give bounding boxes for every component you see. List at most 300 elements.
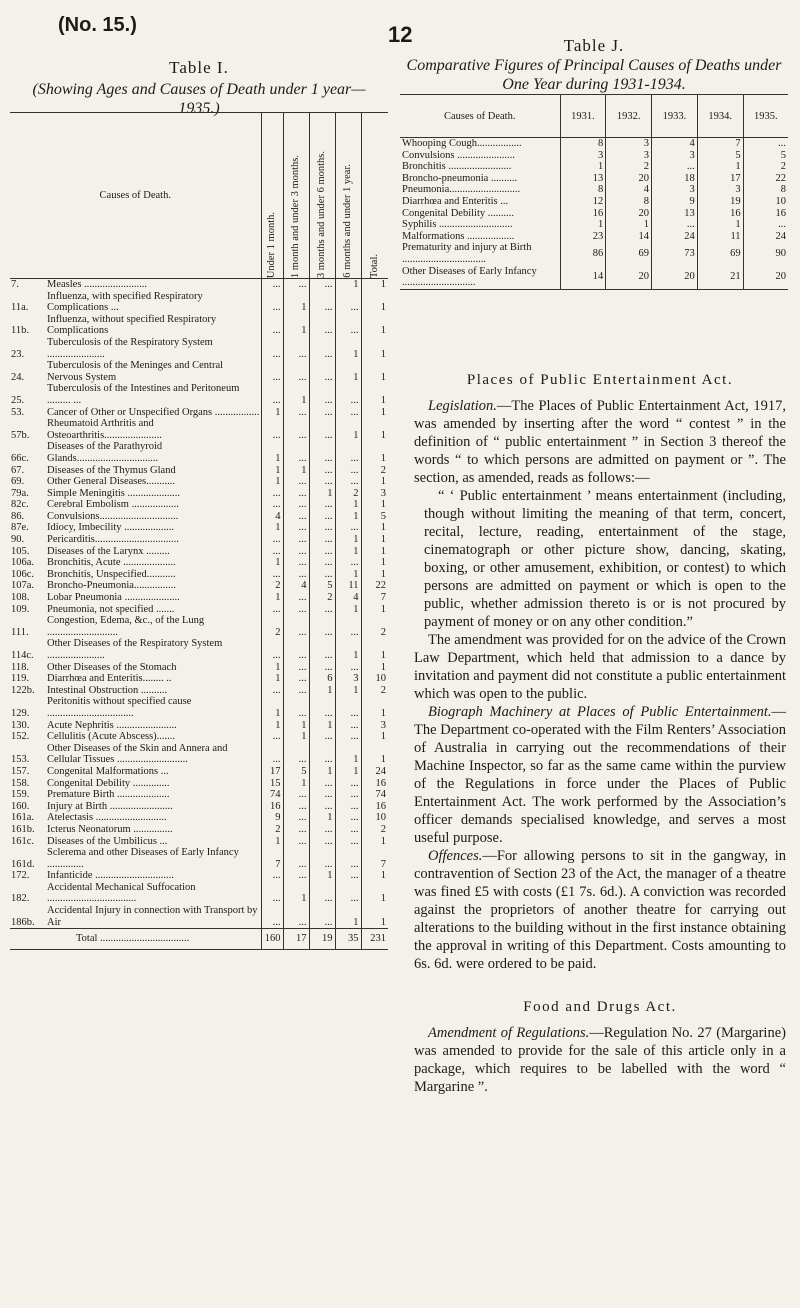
row-value: 8 (606, 196, 652, 208)
table-row (10, 673, 388, 685)
row-code: 86. (11, 510, 25, 522)
table-row (10, 847, 388, 870)
row-cause: Measles ........................ (47, 279, 148, 290)
table-row (10, 511, 388, 523)
row-value: ... (283, 615, 309, 638)
row-value: ... (309, 314, 335, 337)
row-code: 25. (11, 394, 25, 406)
row-value: 1 (309, 766, 335, 778)
paragraph-quote: “ ‘ Public entertainment ’ means entertainment (including, though without limiting the meaning of that term, concert, recital, lecture, reading, entertainment of the stage, cinematograph or other picture show, dancing, skating, boxing, or other amusement, exhibition, or contest) to which persons are admitted on payment or which is open to the public, whether admission thereto is or is not procured by payment of money or on any other condition.” (424, 488, 786, 630)
row-cause: Diseases of the Umbilicus ... (47, 835, 168, 847)
row-value: ... (261, 360, 283, 383)
table-row (10, 604, 388, 616)
row-value: ... (283, 441, 309, 464)
row-value: 1 (361, 407, 388, 419)
row-value: ... (309, 534, 335, 546)
row-cause: Peritonitis without specified cause ................................. (47, 696, 192, 719)
row-value: ... (309, 662, 335, 674)
row-code: 109. (11, 603, 30, 615)
row-value: 4 (335, 592, 361, 604)
row-cause: Diseases of the Larynx ......... (47, 545, 170, 557)
row-value: 1 (309, 812, 335, 824)
row-value: ... (309, 882, 335, 905)
row-value: 1 (361, 882, 388, 905)
row-value: 1 (309, 870, 335, 882)
row-value: 20 (606, 173, 652, 185)
row-value: 2 (261, 580, 283, 592)
row-value: 1 (261, 407, 283, 419)
row-cause: Tuberculosis of the Intestines and Peritoneum ......... ... (47, 383, 240, 406)
table-row (10, 720, 388, 732)
row-value: 1 (261, 662, 283, 674)
table-row (10, 662, 388, 674)
row-value: ... (261, 685, 283, 697)
row-value: 1 (361, 441, 388, 464)
row-cause: Bronchitis ........................ (402, 161, 512, 173)
row-value: 1 (261, 465, 283, 477)
row-code: 107a. (11, 580, 35, 592)
row-cause: Pneumonia........................... (402, 184, 521, 196)
table-row (10, 383, 388, 406)
row-code: 122b. (11, 684, 35, 696)
col-header-3-6-months: 3 months and under 6 months. (309, 113, 335, 279)
row-code: 158. (11, 777, 30, 789)
table-row (10, 905, 388, 929)
row-value: 24 (743, 231, 788, 243)
row-value: 14 (606, 231, 652, 243)
row-value: 7 (361, 592, 388, 604)
row-value: 14 (560, 266, 606, 290)
row-value: 69 (606, 242, 652, 265)
row-value: 1 (361, 836, 388, 848)
row-value: 1 (361, 569, 388, 581)
row-value: 1 (697, 161, 743, 173)
row-value: ... (309, 522, 335, 534)
table-row (10, 314, 388, 337)
row-value: 4 (283, 580, 309, 592)
row-value: 1 (361, 279, 388, 291)
table-row (400, 161, 788, 173)
row-cause: Influenza, with specified Respiratory Complications ... (47, 290, 203, 314)
row-cause: Cerebral Embolism .................. (47, 499, 179, 511)
row-value: 86 (560, 242, 606, 265)
table-row (10, 488, 388, 500)
row-value: 3 (652, 150, 698, 162)
table-row (10, 778, 388, 790)
row-value: 3 (560, 150, 606, 162)
row-value: 2 (361, 685, 388, 697)
row-cause: Broncho-pneumonia .......... (402, 172, 518, 184)
row-value: ... (309, 731, 335, 743)
table-row (10, 696, 388, 719)
row-value: ... (335, 314, 361, 337)
row-value: 2 (606, 161, 652, 173)
row-value: ... (309, 801, 335, 813)
paragraph: Offences.—For allowing persons to sit in the gangway, in contravention of Section 23 of the Act, the manager of a theatre was fined £5 with costs (£1 7s. 6d.). A conviction was recorded against the proprietors of another theatre for carrying out alterations to the building without in the first instance obtaining the approval in writing of this Department. Costs amounting to 6s. 6d. were ordered to be paid. (414, 848, 786, 972)
row-value: 3 (361, 720, 388, 732)
row-value: ... (309, 789, 335, 801)
row-value: ... (283, 534, 309, 546)
row-cause: Bronchitis, Unspecified........... (47, 568, 176, 580)
row-value: 1 (283, 720, 309, 732)
table-row (10, 407, 388, 419)
row-value: 2 (743, 161, 788, 173)
col-header-cause: Causes of Death. (10, 113, 261, 279)
row-code: 172. (11, 870, 30, 882)
row-cause: Influenza, without specified Respiratory Complications (47, 313, 217, 337)
row-value: ... (335, 407, 361, 419)
row-value: ... (652, 161, 698, 173)
row-code: 67. (11, 464, 25, 476)
row-value: 16 (743, 208, 788, 220)
row-value: 1 (361, 522, 388, 534)
row-value: ... (309, 418, 335, 441)
row-value: 3 (606, 138, 652, 150)
row-value: ... (309, 615, 335, 638)
row-code: 182. (11, 893, 30, 905)
table-row (10, 824, 388, 836)
row-value: 23 (560, 231, 606, 243)
row-value: 10 (361, 812, 388, 824)
row-value: 21 (697, 266, 743, 290)
section-heading-food-drugs: Food and Drugs Act. (523, 999, 677, 1015)
row-value: 1 (261, 441, 283, 464)
row-value: 1 (361, 534, 388, 546)
table-row (10, 534, 388, 546)
row-value: 15 (261, 778, 283, 790)
row-value: ... (335, 778, 361, 790)
row-value: 74 (261, 789, 283, 801)
row-cause: Whooping Cough................. (402, 138, 522, 149)
row-value: ... (335, 696, 361, 719)
row-value: ... (283, 557, 309, 569)
table-row (400, 231, 788, 243)
row-value: ... (309, 743, 335, 766)
row-value: 1 (261, 836, 283, 848)
row-cause: Other Diseases of Early Infancy ............................ (402, 265, 537, 289)
row-value: ... (309, 836, 335, 848)
row-value: ... (283, 418, 309, 441)
row-value: 90 (743, 242, 788, 265)
row-value: ... (261, 638, 283, 661)
row-cause: Congestion, Edema, &c., of the Lung ........................... (47, 615, 205, 638)
row-value: 5 (283, 766, 309, 778)
row-value: 1 (309, 720, 335, 732)
row-value: 11 (697, 231, 743, 243)
row-code: 90. (11, 534, 25, 546)
row-code: 106a. (11, 557, 35, 569)
row-value: 10 (361, 673, 388, 685)
row-cause: Icterus Neonatorum ............... (47, 823, 173, 835)
row-value: 2 (361, 465, 388, 477)
row-value: 24 (361, 766, 388, 778)
row-cause: Rheumatoid Arthritis and Osteoarthritis...................... (47, 418, 162, 441)
table-row (10, 476, 388, 488)
row-value: ... (309, 604, 335, 616)
row-value: 1 (335, 569, 361, 581)
row-value: ... (335, 789, 361, 801)
row-cause: Idiocy, Imbecility ................... (47, 522, 175, 534)
row-value: 9 (261, 812, 283, 824)
row-cause: Congenital Malformations ... (47, 765, 169, 777)
j-header-1934: 1934. (697, 95, 743, 138)
page-number: 12 (388, 22, 413, 47)
row-value: ... (309, 569, 335, 581)
table-row (10, 441, 388, 464)
row-code: 24. (11, 371, 25, 383)
table-row (10, 615, 388, 638)
table-row (10, 499, 388, 511)
row-code: 159. (11, 789, 30, 801)
row-value: 1 (361, 337, 388, 360)
total-value: 35 (335, 929, 361, 950)
row-code: 11b. (11, 325, 29, 337)
row-value: 16 (261, 801, 283, 813)
row-value: ... (283, 546, 309, 558)
row-value: 1 (283, 465, 309, 477)
total-value: 19 (309, 929, 335, 950)
row-value: 1 (361, 662, 388, 674)
row-value: ... (652, 219, 698, 231)
row-cause: Injury at Birth ........................ (47, 800, 173, 812)
row-value: 1 (335, 360, 361, 383)
table-i (10, 112, 388, 950)
paragraph: Legislation.—The Places of Public Entertainment Act, 1917, was amended by inserting after the word “ contest ” in the definition of “ public entertainment ” in Section 3 thereof the words “ to which persons are admitted on payment or ”. The section, as amended, reads as follows:— (414, 398, 786, 486)
row-code: 53. (11, 406, 25, 418)
row-value: 1 (335, 511, 361, 523)
row-value: 1 (335, 337, 361, 360)
row-value: ... (743, 219, 788, 231)
table-row (10, 870, 388, 882)
row-value: 18 (652, 173, 698, 185)
row-cause: Intestinal Obstruction .......... (47, 684, 168, 696)
row-value: 1 (261, 720, 283, 732)
row-value: ... (309, 465, 335, 477)
row-value: 7 (361, 847, 388, 870)
row-cause: Tuberculosis of the Respiratory System ...................... (47, 336, 213, 360)
row-value: 1 (361, 383, 388, 406)
row-value: 1 (335, 604, 361, 616)
row-value: 13 (560, 173, 606, 185)
row-cause: Other Diseases of the Stomach (47, 661, 177, 673)
row-cause: Pericarditis................................ (47, 534, 179, 546)
row-value: ... (261, 882, 283, 905)
row-value: 16 (361, 801, 388, 813)
row-value: 22 (361, 580, 388, 592)
section-heading-entertainment: Places of Public Entertainment Act. (466, 372, 734, 388)
row-value: 1 (283, 731, 309, 743)
row-value: ... (283, 824, 309, 836)
table-row (400, 219, 788, 231)
row-value: ... (335, 557, 361, 569)
table-row (10, 360, 388, 383)
row-value: ... (283, 696, 309, 719)
row-value: ... (335, 720, 361, 732)
row-value: 1 (560, 161, 606, 173)
row-value: ... (309, 360, 335, 383)
table-row (10, 522, 388, 534)
total-value: 17 (283, 929, 309, 950)
row-value: ... (309, 279, 335, 291)
row-code: 108. (11, 592, 30, 604)
row-value: ... (335, 882, 361, 905)
row-value: ... (309, 337, 335, 360)
row-value: ... (335, 731, 361, 743)
row-value: 2 (361, 824, 388, 836)
row-value: 1 (283, 882, 309, 905)
row-value: 1 (697, 219, 743, 231)
table-row (10, 766, 388, 778)
table-row (10, 557, 388, 569)
table-row (10, 801, 388, 813)
row-value: ... (283, 488, 309, 500)
j-header-1933: 1933. (652, 95, 698, 138)
table-i-caption: (Showing Ages and Causes of Death under 1 year—1935.) (32, 81, 366, 117)
row-value: ... (309, 546, 335, 558)
row-value: 2 (261, 615, 283, 638)
row-code: 87e. (11, 522, 29, 534)
row-value: ... (309, 383, 335, 406)
row-value: ... (261, 743, 283, 766)
total-value: 231 (361, 929, 388, 950)
row-value: ... (335, 870, 361, 882)
row-value: 1 (335, 499, 361, 511)
row-value: ... (309, 476, 335, 488)
row-value: 1 (283, 383, 309, 406)
row-value: ... (283, 476, 309, 488)
row-cause: Infanticide .............................. (47, 870, 174, 882)
row-value: 3 (335, 673, 361, 685)
row-value: ... (283, 279, 309, 291)
row-value: ... (309, 847, 335, 870)
row-value: ... (261, 383, 283, 406)
row-value: ... (335, 522, 361, 534)
row-value: ... (335, 465, 361, 477)
row-value: ... (335, 662, 361, 674)
row-value: ... (335, 441, 361, 464)
row-code: 119. (11, 673, 29, 685)
row-value: 1 (335, 685, 361, 697)
row-value: ... (309, 499, 335, 511)
table-j-title: Table J. (563, 36, 625, 55)
total-row (10, 929, 388, 950)
row-cause: Premature Birth .................... (47, 789, 170, 801)
row-value: 1 (361, 291, 388, 314)
row-value: 1 (335, 905, 361, 929)
row-value: 10 (743, 196, 788, 208)
row-value: 1 (335, 534, 361, 546)
row-value: 12 (560, 196, 606, 208)
row-value: ... (261, 488, 283, 500)
row-value: ... (283, 836, 309, 848)
row-value: 8 (560, 138, 606, 150)
row-value: 73 (652, 242, 698, 265)
row-cause: Syphilis ............................ (402, 219, 513, 231)
row-value: 2 (361, 615, 388, 638)
table-row (10, 337, 388, 360)
row-code: 7. (11, 279, 19, 290)
table-row (10, 882, 388, 905)
j-header-1932: 1932. (606, 95, 652, 138)
row-value: 1 (361, 638, 388, 661)
row-value: 16 (697, 208, 743, 220)
row-value: 3 (361, 488, 388, 500)
row-value: 1 (335, 418, 361, 441)
paragraph: Biograph Machinery at Places of Public Entertainment.—The Department co-operated with the Film Renters’ Association of Australia in carrying out the recommendations of their Machine Inspector, so far as the same came within the purview of the Regulations in force under the Places of Public Entertainment Act. The work performed by the Association’s officer demands specialised knowledge, and serves a most useful purpose. (414, 704, 786, 846)
row-code: 129. (11, 707, 30, 719)
table-j (400, 94, 788, 290)
row-value: 4 (652, 138, 698, 150)
row-code: 157. (11, 765, 30, 777)
row-value: 1 (261, 557, 283, 569)
col-header-6-12-months: 6 months and under 1 year. (335, 113, 361, 279)
row-value: ... (283, 673, 309, 685)
row-value: ... (283, 499, 309, 511)
row-value: ... (335, 476, 361, 488)
row-value: ... (335, 847, 361, 870)
row-code: 11a. (11, 302, 29, 314)
row-value: 1 (309, 685, 335, 697)
table-row (10, 569, 388, 581)
row-value: 1 (361, 870, 388, 882)
table-i-title: Table I. (169, 58, 229, 77)
j-header-1931: 1931. (560, 95, 606, 138)
table-row (10, 638, 388, 661)
row-value: ... (309, 824, 335, 836)
row-cause: Other Diseases of the Respiratory System ...................... (47, 638, 223, 661)
row-value: 1 (361, 557, 388, 569)
row-cause: Accidental Mechanical Suffocation .................................. (47, 881, 196, 905)
table-row (400, 208, 788, 220)
col-header-under-1-month: Under 1 month. (261, 113, 283, 279)
table-j-caption: Comparative Figures of Principal Causes of Deaths under One Year during 1931-1934. (406, 57, 782, 93)
row-value: 5 (697, 150, 743, 162)
row-value: 1 (261, 673, 283, 685)
row-value: 8 (560, 184, 606, 196)
row-cause: Simple Meningitis .................... (47, 487, 181, 499)
row-value: ... (261, 546, 283, 558)
row-value: 1 (361, 360, 388, 383)
table-row (10, 685, 388, 697)
row-value: ... (283, 812, 309, 824)
table-row (10, 789, 388, 801)
row-value: ... (261, 314, 283, 337)
row-cause: Prematurity and injury at Birth ................................ (402, 242, 532, 265)
row-code: 23. (11, 348, 25, 360)
row-value: ... (283, 662, 309, 674)
row-value: ... (309, 638, 335, 661)
row-value: ... (261, 279, 283, 291)
row-value: 1 (283, 314, 309, 337)
row-value: 1 (361, 546, 388, 558)
row-code: 114c. (11, 650, 34, 661)
row-value: 9 (652, 196, 698, 208)
row-value: 4 (606, 184, 652, 196)
row-value: 1 (335, 743, 361, 766)
row-value: 20 (652, 266, 698, 290)
row-code: 161a. (11, 812, 35, 824)
row-cause: Diseases of the Parathyroid Glands............................... (47, 441, 163, 464)
row-code: 82c. (11, 499, 29, 511)
row-value: ... (335, 824, 361, 836)
table-row (10, 592, 388, 604)
table-row (10, 279, 388, 291)
row-cause: Congenital Debility .............. (47, 777, 170, 789)
row-value: ... (309, 407, 335, 419)
row-value: ... (261, 905, 283, 929)
table-row (10, 546, 388, 558)
row-cause: Bronchitis, Acute .................... (47, 557, 176, 569)
